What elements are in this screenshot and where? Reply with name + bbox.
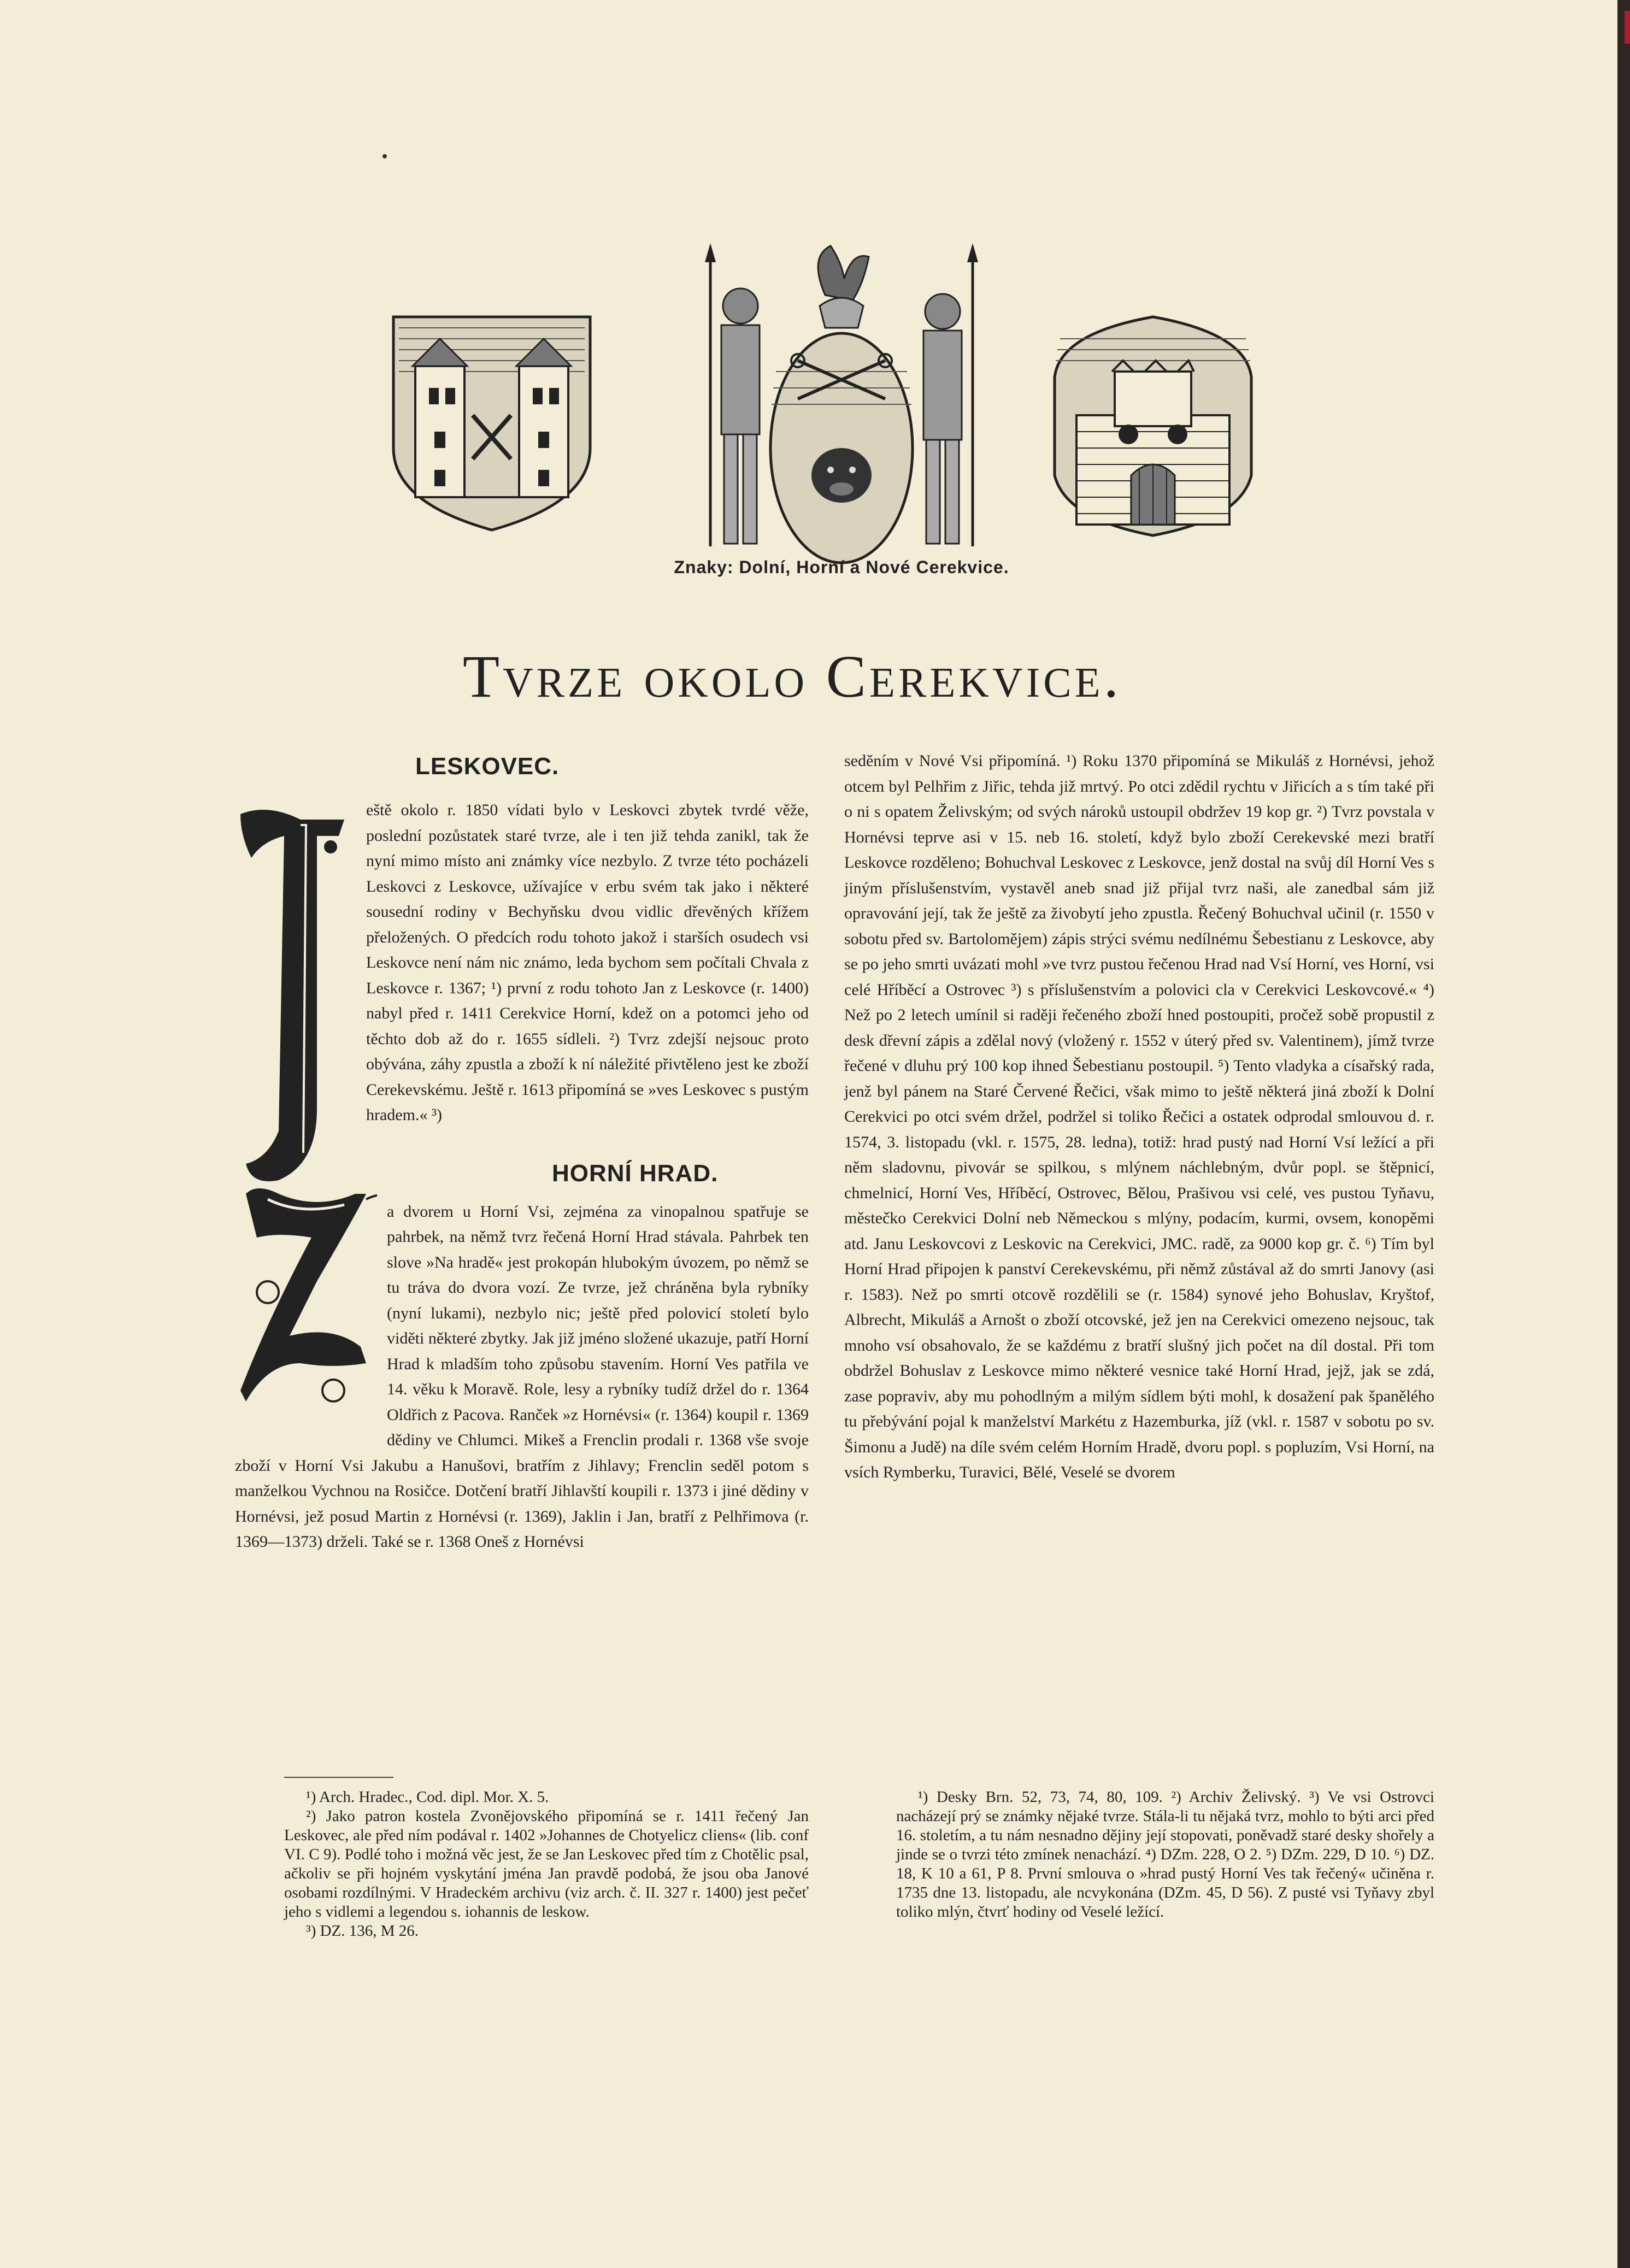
right-column [844,749,1434,1486]
section-horni-hrad [235,1161,809,1555]
footnotes-left [284,1788,809,1941]
section-heading-leskovec: LESKOVEC. [415,753,560,780]
leskovec-paragraph: eště okolo r. 1850 vídati bylo v Leskovci zbytek tvrdé věže, poslední pozůstatek staré tvrze, ale i ten již tehda zanikl, tak že nyní mimo místo ani známky více nezbylo. Z tvrze této pocházeli Leskovci z Leskovce, užívajíce v erbu svém tak jako i některé sousední rodiny v Bechyňsku dvou vidlic dřevěných křížem přeložených. O předcích rodu tohoto jakož i starších osudech vsi Leskovce není nám nic známo, leda bychom sem počítali Chvala z Leskovce r. 1367; ¹) první z rodu tohoto Jan z Leskovce (r. 1400) nabyl před r. 1411 Cerekvice Horní, kdež on a potomci jeho od těchto dob až do r. 1655 sídleli. ²) Tvrz zdejší nejsouc proto obývána, záhy zpustla a zboží k ní náležité přivtěleno jest ke zboží Cerekevskému. Ještě r. 1613 připomíná se »ves Leskovec s pustým hradem.« ³) [366,801,809,1124]
coats-of-arms-illustration [383,240,1257,579]
footnote-left-2: ²) Jako patron kostela Zvonějovského připomíná se r. 1411 řečený Jan Leskovec, ale před ním podával r. 1402 »Johannes de Chotyelicz cliens« (lib. conf VI. C 9). Podlé toho i možná věc jest, že se Jan Leskovec před tím z Chotělic psal, ačkoliv se při hojném vyskytání jména Jan pravdě podobá, že jsou oba Janové osobami rozdílnými. V Hradeckém archivu (viz arch. č. II. 327 r. 1400) jest pečeť jeho s vidlemi a legendou s. iohannis de leskow. [284,1807,809,1921]
section-leskovec [235,749,809,1128]
right-column-paragraph: seděním v Nové Vsi připomíná. ¹) Roku 1370 připomíná se Mikuláš z Hornévsi, jehož otcem byl Pelhřim z Jiřic, tehda již mrtvý. Po otci zdědil rychtu v Jiřicích a s tím také při o ni s opatem Želivským; od svých nároků ustoupil obdržev 19 kop gr. ²) Tvrz povstala v Hornévsi teprve asi v 15. neb 16. století, když bylo zboží Cerekevské mezi bratří Leskovce rozděleno; Bohuchval Leskovec z Leskovce, jenž dostal na svůj díl Horní Ves s jiným příslušenstvím, vystavěl aneb snad již přijal tvrz naši, ale zanedbal sám již opravování její, tak že ještě za živobytí jeho zpustla. Řečený Bohuchval učinil (r. 1550 v sobotu před sv. Bartolomějem) zápis strýci svému nedílnému Šebestianu z Leskovce, aby se po jeho smrti uvázati mohl »ve tvrz pustou řečenou Hrad nad Vsí Horní, ves Horní, vsi celé Hříběcí a Ostrovec ³) s příslušenstvím a polovici cla v Cerekvici Leskovcové.« ⁴) Než po 2 letech umínil si raději řečeného zboží hned postoupiti, pročež sobě propustil z desk dřevní zápis a zdělal nový (vložený r. 1552 v úterý před sv. Valentinem), jímž tvrze řečené v dluhu prý 100 kop ihned Šebestianu postoupil. ⁵) Tento vladyka a císařský rada, jenž byl pánem na Staré Červené Řečici, však mimo to ještě některá jiná zboží k Dolní Cerekvici po otci svém držel, podržel si toliko Řečici a ostatek odprodal smlouvou d. r. 1574, 3. listopadu (vkl. r. 1575, 28. ledna), totiž: hrad pustý nad Horní Vsí ležící a při něm sladovnu, pivovár se spilkou, s mlýnem náchlebným, dvůr popl. se štěpnicí, chmelnicí, Horní Ves, Hříběcí, Ostrovec, Bělou, Prašivou vsi celé, ves pustou Tyňavu, městečko Cerekvici Dolní neb Německou s mlýny, podacím, kurmi, ovsem, konopěmi atd. Janu Leskovcovi z Leskovic na Cerekvici, JMC. radě, za 9000 kop gr. č. ⁶) Tím byl Horní Hrad připojen k panství Cerekevskému, při němž zůstával až do smrti Janovy (asi r. 1583). Než po smrti otcově rozdělili se (r. 1584) synové jeho Bohuslav, Kryštof, Albrecht, Mikuláš a Arnošt o zboží otcovské, jež jen na Cerekvici omezeno nejsouc, tak mnoho vsí obsahovalo, že se každému z bratří slušný jich počet na díl dostal. Při tom obdržel Bohuslav z Leskovce mimo některé vesnice také Horní Hrad, jejž, jak se zdá, zase popraviv, aby mu pohodlným a milým sídlem býti mohl, k dosažení pak španělého tu přebývání pojal k manželství Markétu z Hazemburka, jíž (vkl. r. 1587 v sobotu po sv. Šimonu a Judě) na díle svém celém Horním Hradě, dvoru popl. s popluzím, Vsi Horní, na vsích Rymberku, Turavici, Bělé, Veselé se dvorem [844,752,1434,1481]
footnote-right-1: ¹) Desky Brn. 52, 73, 74, 80, 109. ²) Archiv Želivský. ³) Ve vsi Ostrovci nacházejí prý se známky nějaké tvrze. Stála-li tu nějaká tvrz, mohlo to býti arci před 16. stoletím, a tu nám nesnadno dějiny její stopovati, poněvadž staré desky shořely a jinde se o tvrzi této zmínek nenachází. ⁴) DZm. 228, O 2. ⁵) DZm. 229, D 10. ⁶) DZ. 18, K 10 a 61, P 8. První smlouva o »hrad pustý Horní Ves tak řečený« učiněna r. 1735 dne 13. listopadu, ale ncvykonána (DZm. 45, D 56). Z pusté vsi Tyňavy zbyl toliko mlýn, čtvrť hodiny od Veselé ležící. [896,1788,1434,1921]
illustration-caption: Znaky: Dolní, Horní a Nové Cerekvice. [674,557,1009,577]
crest-horni-cerekvice [689,240,995,568]
crest-nova-cerekvice [1049,311,1257,541]
crest-dolni-cerekvice [383,306,601,535]
decorative-initial-z [235,1183,377,1429]
page-edge [1617,0,1630,2268]
decorative-initial-j [235,803,355,1186]
section-heading-horni-hrad: HORNÍ HRAD. [552,1159,719,1187]
footnote-left-3: ³) DZ. 136, M 26. [306,1922,419,1940]
page-title: Tvrze okolo Cerekvice. [462,643,1122,710]
ink-dot [383,154,387,158]
horni-hrad-paragraph: a dvorem u Horní Vsi, zejména za vinopalnou spatřuje se pahrbek, na němž tvrz řečená Horní Hrad stávala. Pahrbek ten slove »Na hradě« jest prokopán hlubokým úvozem, po němž se tu tráva do dvora vozí. Ze tvrze, jež chráněna byla rybníky (nyní lukami), nezbylo nic; ještě před polovicí století bylo viděti některé zbytky. Jak již jméno složené ukazuje, patří Horní Hrad k mladším toho způsobu stavením. Horní Ves patřila ve 14. věku k Moravě. Role, lesy a rybníky tudíž držel do r. 1364 Oldřich z Pacova. Ranček »z Hornévsi« (r. 1364) koupil r. 1369 dědiny ve Chlumci. Mikeš a Frenclin prodali r. 1368 vše svoje zboží v Horní Vsi Jakubu a Hanušovi, bratřím z Jihlavy; Frenclin seděl potom s manželkou Vychnou na Rosičce. Dotčení bratří Jihlavští koupili r. 1373 i jiné dědiny v Hornévsi, jež posud Martin z Hornévsi (r. 1369), Jaklin i Jan, bratří z Pelhřimova (r. 1369—1373) drželi. Také se r. 1368 Oneš z Hornévsi [235,1202,809,1551]
left-column [235,749,809,1555]
footnote-rule-left [284,1777,393,1778]
red-bookmark-mark [1625,11,1630,44]
footnotes-right [896,1788,1434,1922]
footnote-left-1: ¹) Arch. Hradec., Cod. dipl. Mor. X. 5. [306,1788,549,1806]
